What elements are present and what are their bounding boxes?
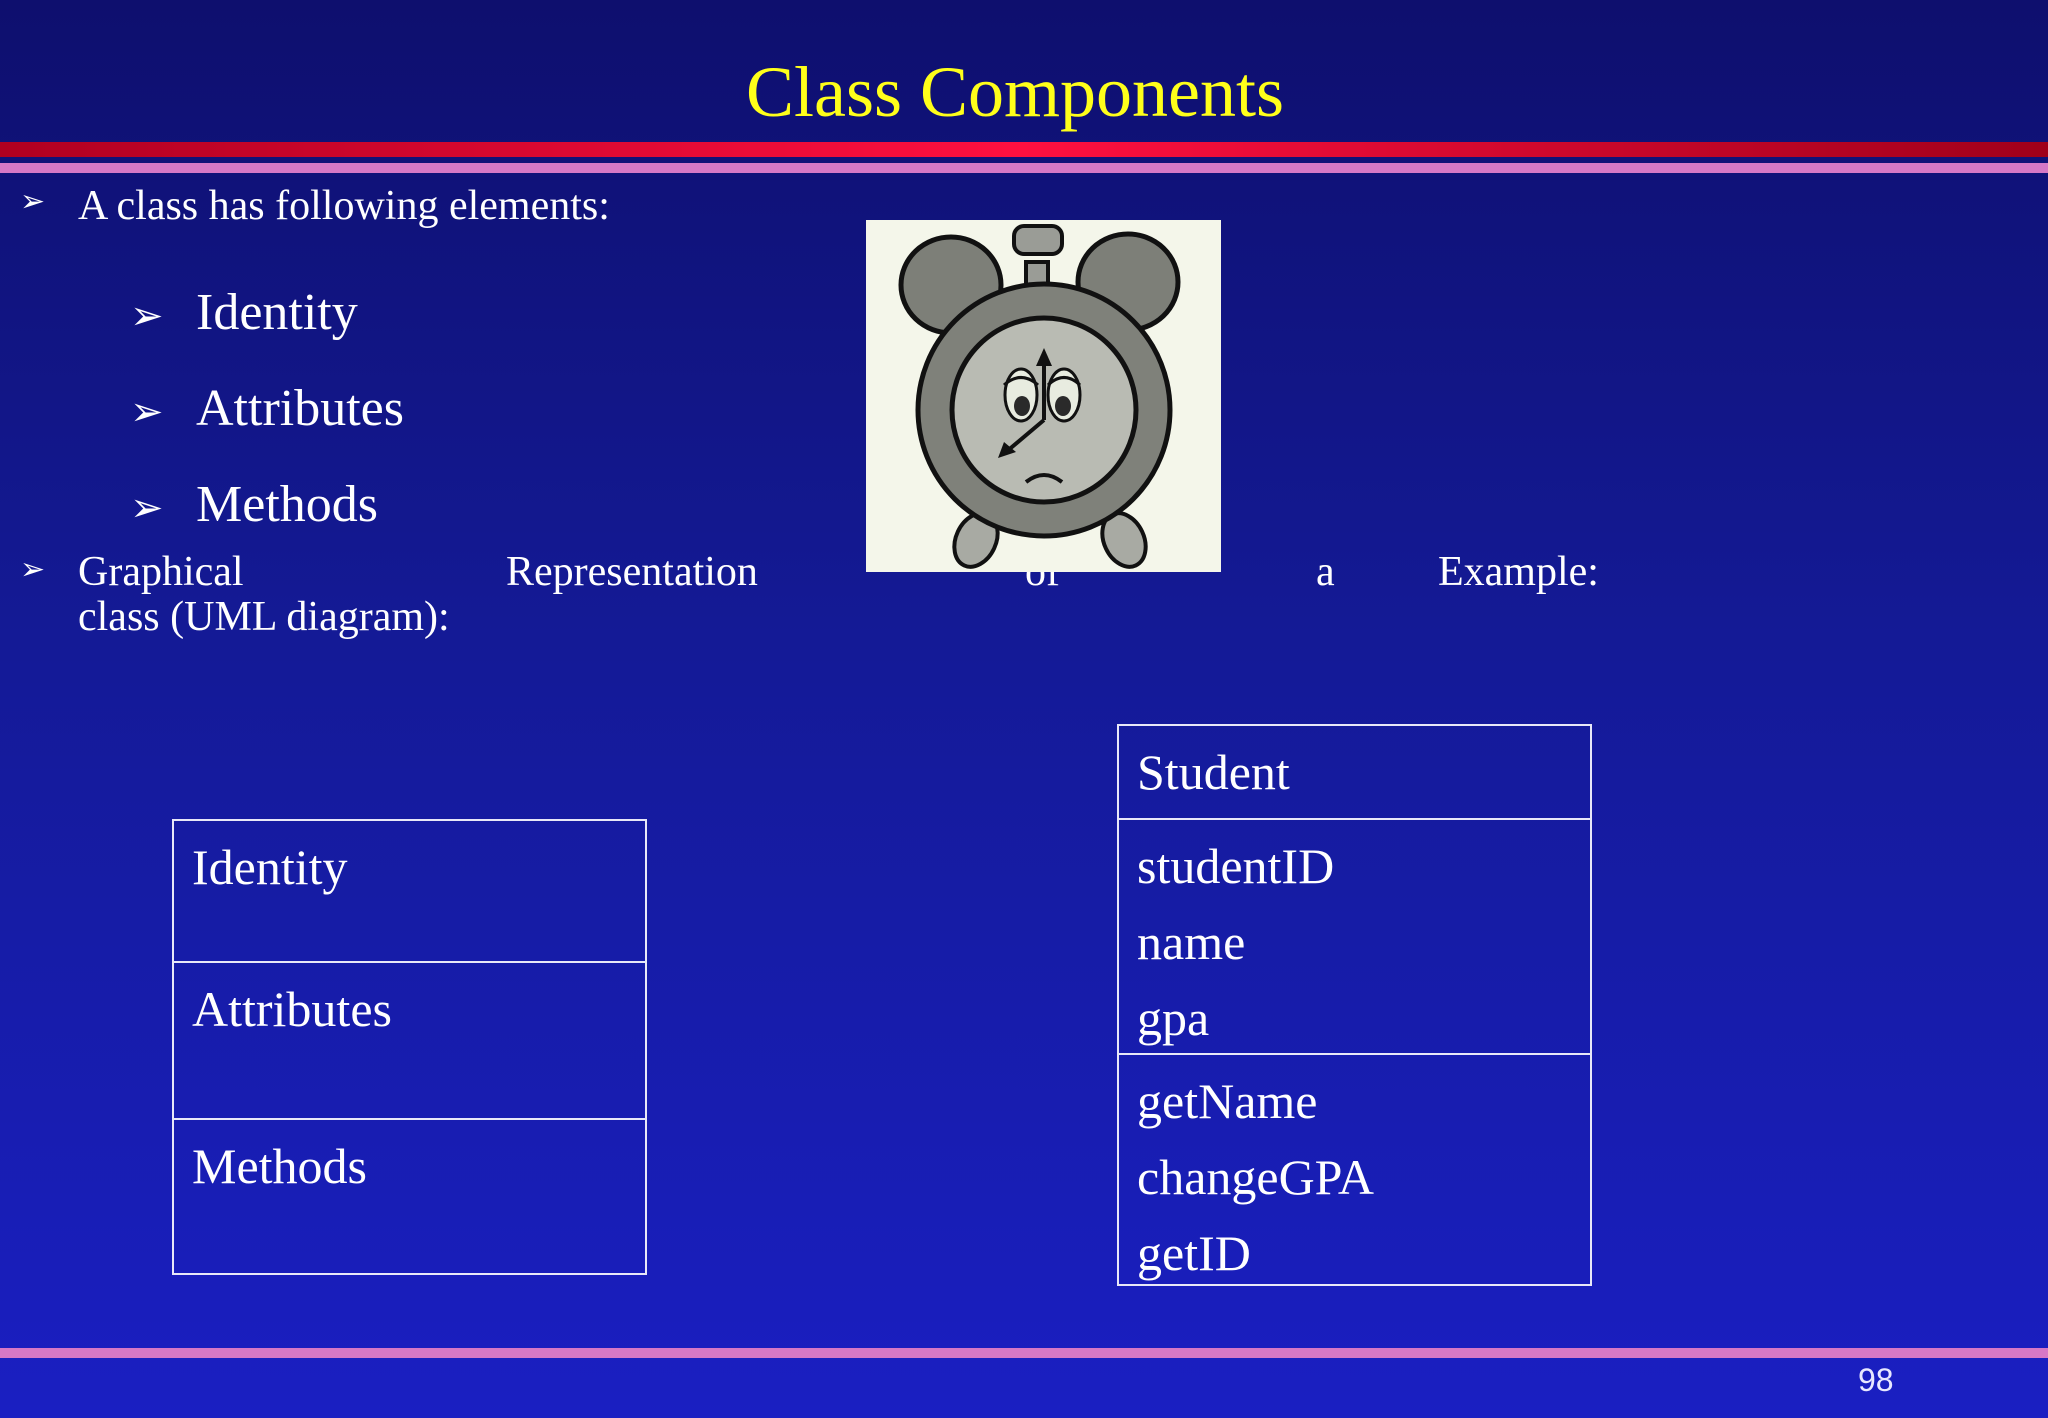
uml-methods-label: Methods bbox=[192, 1138, 367, 1194]
alarm-clock-image bbox=[866, 220, 1221, 572]
uml-student-class-box bbox=[1117, 724, 1592, 1286]
title-rule-red bbox=[0, 142, 2048, 157]
uml-attribute: gpa bbox=[1137, 990, 1210, 1046]
uml-methods-section bbox=[1119, 1053, 1590, 1286]
slide-title: Class Components bbox=[745, 52, 1285, 132]
element-item-attributes bbox=[130, 378, 404, 443]
bullet-arrow-icon: ➢ bbox=[130, 389, 164, 435]
graphical-line-2: class (UML diagram): bbox=[78, 594, 450, 640]
alarm-clock-icon bbox=[866, 220, 1221, 572]
element-label: Identity bbox=[196, 284, 358, 341]
footer-rule bbox=[0, 1348, 2048, 1358]
uml-identity-section bbox=[174, 821, 645, 961]
bullet-arrow-icon: ➢ bbox=[130, 293, 164, 339]
uml-method: getID bbox=[1137, 1225, 1251, 1281]
element-label: Attributes bbox=[196, 380, 404, 437]
uml-attribute: name bbox=[1137, 914, 1246, 970]
uml-method: changeGPA bbox=[1137, 1149, 1375, 1205]
page-number: 98 bbox=[1858, 1362, 1894, 1398]
graphical-word: Representation bbox=[506, 549, 758, 595]
bullet-arrow-icon: ➢ bbox=[130, 485, 164, 531]
element-label: Methods bbox=[196, 476, 378, 533]
uml-attributes-label: Attributes bbox=[192, 981, 392, 1037]
uml-methods-section bbox=[174, 1118, 645, 1275]
bullet-arrow-icon: ➢ bbox=[20, 184, 46, 219]
uml-attributes-section bbox=[1119, 818, 1590, 1053]
uml-method: getName bbox=[1137, 1073, 1318, 1129]
uml-class-name-section bbox=[1119, 726, 1590, 818]
uml-generic-class-box bbox=[172, 819, 647, 1275]
graphical-word: Example: bbox=[1438, 549, 1599, 595]
element-item-identity bbox=[130, 282, 358, 347]
intro-text: A class has following elements: bbox=[78, 183, 610, 229]
uml-identity-label: Identity bbox=[192, 839, 348, 895]
element-item-methods bbox=[130, 474, 378, 539]
uml-attributes-section bbox=[174, 961, 645, 1118]
uml-class-name: Student bbox=[1137, 744, 1290, 800]
bullet-arrow-icon: ➢ bbox=[20, 552, 46, 587]
graphical-word: Graphical bbox=[78, 549, 244, 595]
title-rule-pink bbox=[0, 163, 2048, 173]
uml-attribute: studentID bbox=[1137, 838, 1335, 894]
graphical-word: a bbox=[1316, 549, 1335, 595]
